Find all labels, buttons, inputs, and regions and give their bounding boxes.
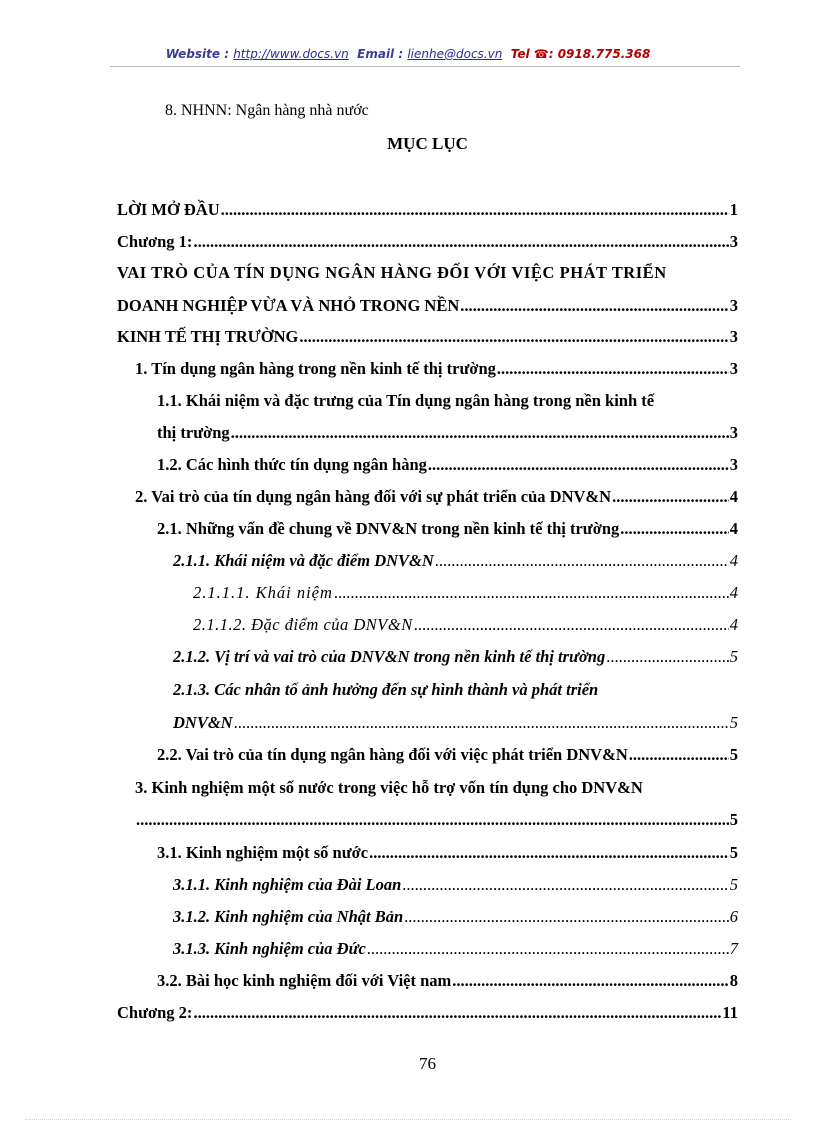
leader-dots bbox=[620, 519, 728, 539]
toc-entry-page: 3 bbox=[729, 423, 738, 442]
leader-dots bbox=[334, 583, 729, 603]
toc-entry[interactable] bbox=[193, 615, 738, 635]
leader-dots bbox=[612, 487, 729, 507]
page-header bbox=[0, 47, 816, 61]
toc-entry-text: 2.1.1. Khái niệm và đặc điểm DNV&N bbox=[173, 551, 434, 570]
leader-dots bbox=[452, 971, 728, 991]
toc-entry-page: 3 bbox=[729, 232, 738, 251]
leader-dots bbox=[369, 843, 729, 863]
toc-entry-text: 3.1.2. Kinh nghiệm của Nhật Bản bbox=[173, 907, 404, 926]
toc-title: MỤC LỤC bbox=[387, 134, 468, 153]
toc-entry[interactable] bbox=[173, 907, 738, 927]
toc-entry-page: 5 bbox=[729, 875, 738, 894]
toc-entry-text: 2.1.2. Vị trí và vai trò của DNV&N trong nền kinh tế thị trường bbox=[173, 647, 606, 666]
toc-entry-page: 11 bbox=[722, 1003, 738, 1022]
toc-entry-text: KINH TẾ THỊ TRƯỜNG bbox=[117, 327, 299, 346]
toc-entry-page: 5 bbox=[729, 843, 738, 862]
toc-entry-text: 1.2. Các hình thức tín dụng ngân hàng bbox=[157, 455, 427, 474]
abbreviation-line: 8. NHNN: Ngân hàng nhà nước bbox=[165, 102, 369, 119]
toc-entry-page: 8 bbox=[729, 971, 738, 990]
toc-entry[interactable] bbox=[173, 875, 738, 895]
toc-entry-text: LỜI MỞ ĐẦU bbox=[117, 200, 220, 219]
toc-entry[interactable] bbox=[173, 551, 738, 571]
toc-entry-text: 2. Vai trò của tín dụng ngân hàng đối với sự phát triển của DNV&N bbox=[135, 487, 612, 506]
toc-entry-page: 7 bbox=[729, 939, 738, 958]
toc-entry-page: 1 bbox=[729, 200, 738, 219]
leader-dots bbox=[497, 359, 729, 379]
toc-entry-page: 3 bbox=[729, 296, 738, 315]
toc-entry[interactable] bbox=[157, 455, 738, 475]
toc-entry-text: 2.1. Những vấn đề chung về DNV&N trong nền kinh tế thị trường bbox=[157, 519, 620, 538]
toc-entry[interactable] bbox=[117, 296, 738, 316]
toc-entry[interactable] bbox=[173, 647, 738, 667]
toc-entry-page: 4 bbox=[729, 615, 738, 634]
toc-entry[interactable] bbox=[135, 359, 738, 379]
toc-entry[interactable] bbox=[157, 423, 738, 443]
toc-entry[interactable] bbox=[117, 200, 738, 220]
leader-dots bbox=[435, 551, 729, 571]
toc-entry[interactable] bbox=[117, 232, 738, 252]
leader-dots bbox=[136, 810, 729, 830]
leader-dots bbox=[629, 745, 729, 765]
toc-entry-text: 2.1.1.1. Khái niệm bbox=[193, 583, 333, 602]
toc-entry-text: DOANH NGHIỆP VỪA VÀ NHỎ TRONG NỀN bbox=[117, 296, 460, 315]
toc-entry[interactable] bbox=[117, 327, 738, 347]
leader-dots bbox=[414, 615, 729, 635]
toc-entry[interactable] bbox=[173, 713, 738, 733]
leader-dots bbox=[460, 296, 728, 316]
toc-entry[interactable] bbox=[157, 843, 738, 863]
leader-dots bbox=[193, 1003, 721, 1023]
leader-dots bbox=[231, 423, 729, 443]
phone-icon: ☎ bbox=[533, 47, 549, 61]
toc-entry[interactable] bbox=[135, 487, 738, 507]
toc-entry-page: 3 bbox=[729, 359, 738, 378]
toc-entry-text: DNV&N bbox=[173, 713, 233, 732]
toc-entry-page: 4 bbox=[729, 487, 738, 506]
toc-entry-text: 2.2. Vai trò của tín dụng ngân hàng đối với việc phát triển DNV&N bbox=[157, 745, 628, 764]
toc-entry-text: Chương 2: bbox=[117, 1003, 193, 1022]
toc-entry-page: 5 bbox=[729, 745, 738, 764]
website-link[interactable]: http://www.docs.vn bbox=[233, 47, 349, 61]
toc-entry-page: 5 bbox=[729, 647, 738, 666]
toc-entry-text: 3.1. Kinh nghiệm một số nước bbox=[157, 843, 369, 862]
leader-dots bbox=[367, 939, 729, 959]
toc-entry[interactable] bbox=[193, 583, 738, 603]
toc-entry-text: Chương 1: bbox=[117, 232, 193, 251]
toc-entry-page: 4 bbox=[729, 551, 738, 570]
toc-entry-page: 5 bbox=[729, 713, 738, 732]
toc-entry-page: 6 bbox=[729, 907, 738, 926]
website-label: Website : bbox=[165, 47, 229, 61]
toc-entry-text: 3.1.3. Kinh nghiệm của Đức bbox=[173, 939, 366, 958]
toc-entry-text: VAI TRÒ CỦA TÍN DỤNG NGÂN HÀNG ĐỐI VỚI VIỆC PHÁT TRIỂN bbox=[117, 263, 667, 282]
leader-dots bbox=[193, 232, 728, 252]
header-divider bbox=[110, 66, 740, 67]
email-link[interactable]: lienhe@docs.vn bbox=[407, 47, 503, 61]
toc-entry-text: 1.1. Khái niệm và đặc trưng của Tín dụng ngân hàng trong nền kinh tế bbox=[157, 391, 655, 410]
leader-dots bbox=[428, 455, 729, 475]
phone-number: : 0918.775.368 bbox=[548, 47, 651, 61]
leader-dots bbox=[299, 327, 728, 347]
leader-dots bbox=[221, 200, 729, 220]
email-label: Email : bbox=[357, 47, 404, 61]
toc-entry[interactable] bbox=[157, 971, 738, 991]
page-bottom-divider bbox=[25, 1119, 791, 1120]
leader-dots bbox=[606, 647, 729, 667]
toc-entry-page: 4 bbox=[729, 583, 738, 602]
toc-entry[interactable] bbox=[157, 745, 738, 765]
toc-entry-text: 3.2. Bài học kinh nghiệm đối với Việt nam bbox=[157, 971, 452, 990]
leader-dots bbox=[404, 907, 729, 927]
leader-dots bbox=[234, 713, 729, 733]
toc-entry[interactable] bbox=[157, 519, 738, 539]
toc-entry-text: 3.1.1. Kinh nghiệm của Đài Loan bbox=[173, 875, 402, 894]
toc-entry[interactable] bbox=[173, 939, 738, 959]
toc-entry-page: 5 bbox=[729, 810, 738, 829]
toc-entry-text: 2.1.3. Các nhân tố ảnh hưởng đến sự hình thành và phát triển bbox=[173, 680, 599, 699]
tel-label: Tel bbox=[510, 47, 530, 61]
toc-entry-text: 2.1.1.2. Đặc điểm của DNV&N bbox=[193, 615, 413, 634]
toc-entry[interactable] bbox=[117, 1003, 738, 1023]
toc-entry-text: thị trường bbox=[157, 423, 230, 442]
toc-entry-text: 3. Kinh nghiệm một số nước trong việc hỗ trợ vốn tín dụng cho DNV&N bbox=[135, 778, 643, 797]
page-number: 76 bbox=[419, 1054, 436, 1073]
leader-dots bbox=[402, 875, 728, 895]
toc-entry-text: 1. Tín dụng ngân hàng trong nền kinh tế thị trường bbox=[135, 359, 496, 378]
toc-entry-page: 3 bbox=[729, 455, 738, 474]
toc-entry-page: 3 bbox=[729, 327, 738, 346]
toc-entry[interactable] bbox=[135, 810, 738, 830]
toc-entry-page: 4 bbox=[729, 519, 738, 538]
